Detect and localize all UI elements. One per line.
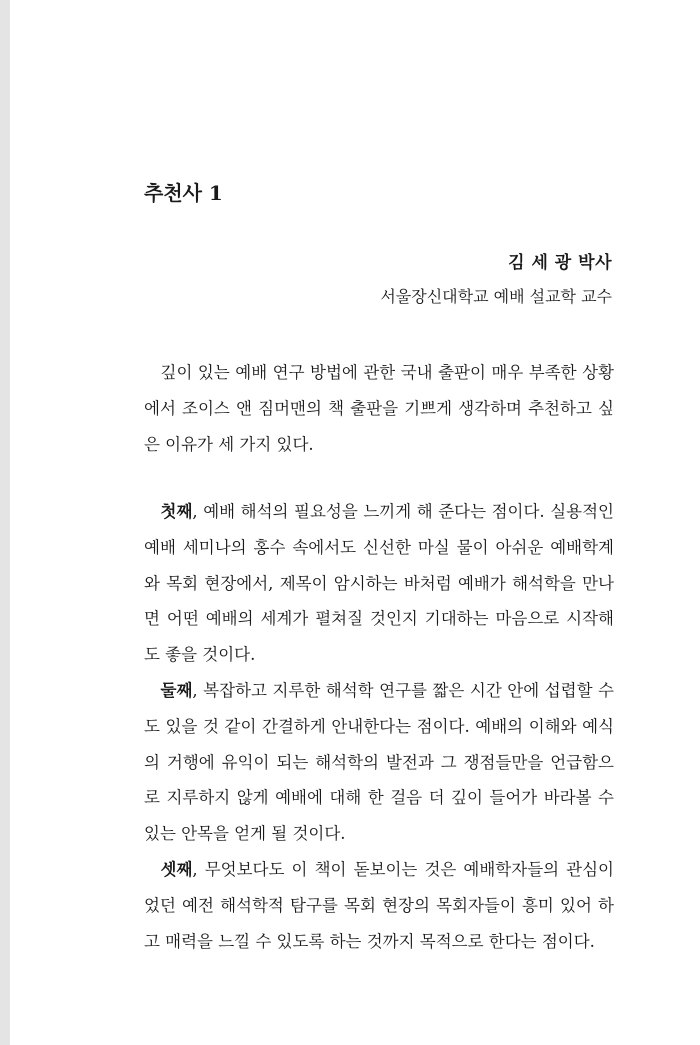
point-text: , 예배 해석의 필요성을 느끼게 해 준다는 점이다. 실용적인 예배 세미나의 홍수 속에서도 신선한 마실 물이 아쉬운 예배학계와 목회 현장에서, 제목이 암시하는 바처럼 예배가 해석학을 만나면 어떤 예배의 세계가 펼쳐질 것인지 기대하는 마음으로 시작해도 좋을 것이다. <box>144 502 614 665</box>
point-paragraph-1 <box>144 494 614 673</box>
point-keyword: 첫째 <box>160 502 193 521</box>
point-text: , 무엇보다도 이 책이 돋보이는 것은 예배학자들의 관심이었던 예전 해석학적 탐구를 목회 현장의 목회자들이 흥미 있어 하고 매력을 느낄 수 있도록 하는 것까지 목적으로 한다는 점이다. <box>144 859 614 951</box>
point-text: , 복잡하고 지루한 해석학 연구를 짧은 시간 안에 섭렵할 수도 있을 것 같이 간결하게 안내한다는 점이다. 예배의 이해와 예식의 거행에 유익이 되는 해석학의 발전과 그 쟁점들만을 언급함으로 지루하지 않게 예배에 대해 한 걸음 더 깊이 들어가 바라볼 수 있는 안목을 얻게 될 것이다. <box>144 680 614 844</box>
book-page <box>10 0 700 1045</box>
author-name: 김 세 광 박사 <box>508 253 612 273</box>
points-section <box>144 494 614 959</box>
point-keyword: 셋째 <box>160 859 193 879</box>
intro-paragraph: 깊이 있는 예배 연구 방법에 관한 국내 출판이 매우 부족한 상황에서 조이스 앤 짐머맨의 책 출판을 기쁘게 생각하며 추천하고 싶은 이유가 세 가지 있다. <box>144 363 614 454</box>
point-paragraph-2 <box>144 673 614 852</box>
point-keyword: 둘째 <box>160 680 193 700</box>
section-title: 추천사 1 <box>144 181 223 205</box>
author-affiliation: 서울장신대학교 예배 설교학 교수 <box>380 287 612 306</box>
point-paragraph-3 <box>144 852 614 959</box>
